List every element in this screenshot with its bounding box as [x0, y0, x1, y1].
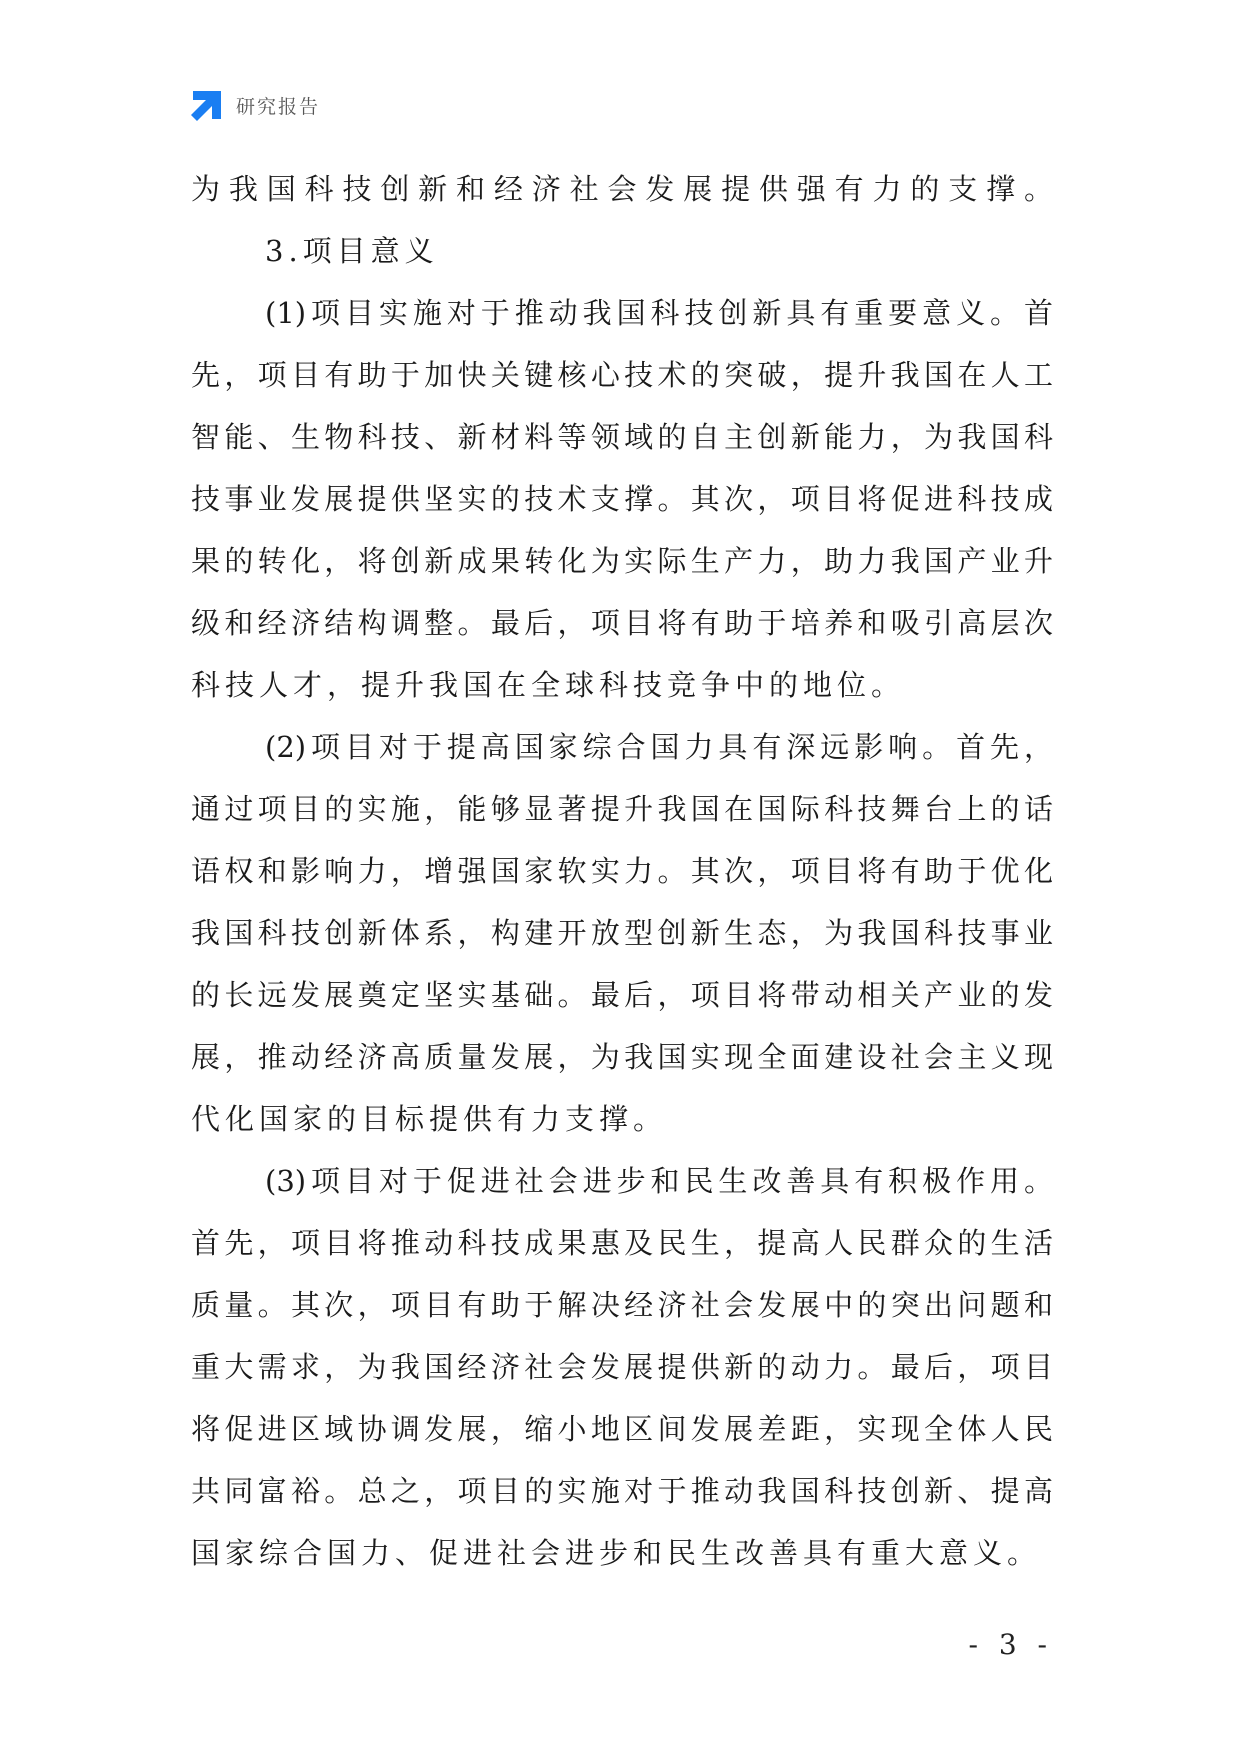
- body-line: 重大需求，为我国经济社会发展提供新的动力。最后，项目: [191, 1350, 1053, 1384]
- body-line: 先，项目有助于加快关键核心技术的突破，提升我国在人工: [191, 358, 1053, 392]
- header-title: 研究报告: [236, 95, 321, 118]
- body-line: 共同富裕。总之，项目的实施对于推动我国科技创新、提高: [191, 1474, 1053, 1508]
- body-line: 展，推动经济高质量发展，为我国实现全面建设社会主义现: [191, 1040, 1053, 1074]
- body-line: 科技人才，提升我国在全球科技竞争中的地位。: [191, 668, 906, 702]
- body-line: 智能、生物科技、新材料等领域的自主创新能力，为我国科: [191, 420, 1053, 454]
- body-line: (3)项目对于促进社会进步和民生改善具有积极作用。: [265, 1164, 1053, 1198]
- arrow-up-right-icon: [190, 88, 224, 122]
- body-line: 通过项目的实施，能够显著提升我国在国际科技舞台上的话: [191, 792, 1053, 826]
- body-line: 技事业发展提供坚实的技术支撑。其次，项目将促进科技成: [191, 482, 1053, 516]
- body-line: 的长远发展奠定坚实基础。最后，项目将带动相关产业的发: [191, 978, 1053, 1012]
- document-body: [191, 158, 1053, 1584]
- body-line: 果的转化，将创新成果转化为实际生产力，助力我国产业升: [191, 544, 1053, 578]
- body-line: 我国科技创新体系，构建开放型创新生态，为我国科技事业: [191, 916, 1053, 950]
- body-line: 代化国家的目标提供有力支撑。: [191, 1102, 668, 1136]
- body-line: 国家综合国力、促进社会进步和民生改善具有重大意义。: [191, 1536, 1042, 1570]
- body-line: 级和经济结构调整。最后，项目将有助于培养和吸引高层次: [191, 606, 1053, 640]
- body-line: 为我国科技创新和经济社会发展提供强有力的支撑。: [191, 172, 1053, 206]
- page-header: [190, 88, 320, 122]
- body-line: (1)项目实施对于推动我国科技创新具有重要意义。首: [265, 296, 1053, 330]
- page-number: - 3 -: [968, 1628, 1053, 1661]
- body-line: 将促进区域协调发展，缩小地区间发展差距，实现全体人民: [191, 1412, 1053, 1446]
- section-heading: 3.项目意义: [265, 234, 439, 268]
- body-line: 语权和影响力，增强国家软实力。其次，项目将有助于优化: [191, 854, 1053, 888]
- body-line: 质量。其次，项目有助于解决经济社会发展中的突出问题和: [191, 1288, 1053, 1322]
- body-line: 首先，项目将推动科技成果惠及民生，提高人民群众的生活: [191, 1226, 1053, 1260]
- body-line: (2)项目对于提高国家综合国力具有深远影响。首先，: [265, 730, 1053, 764]
